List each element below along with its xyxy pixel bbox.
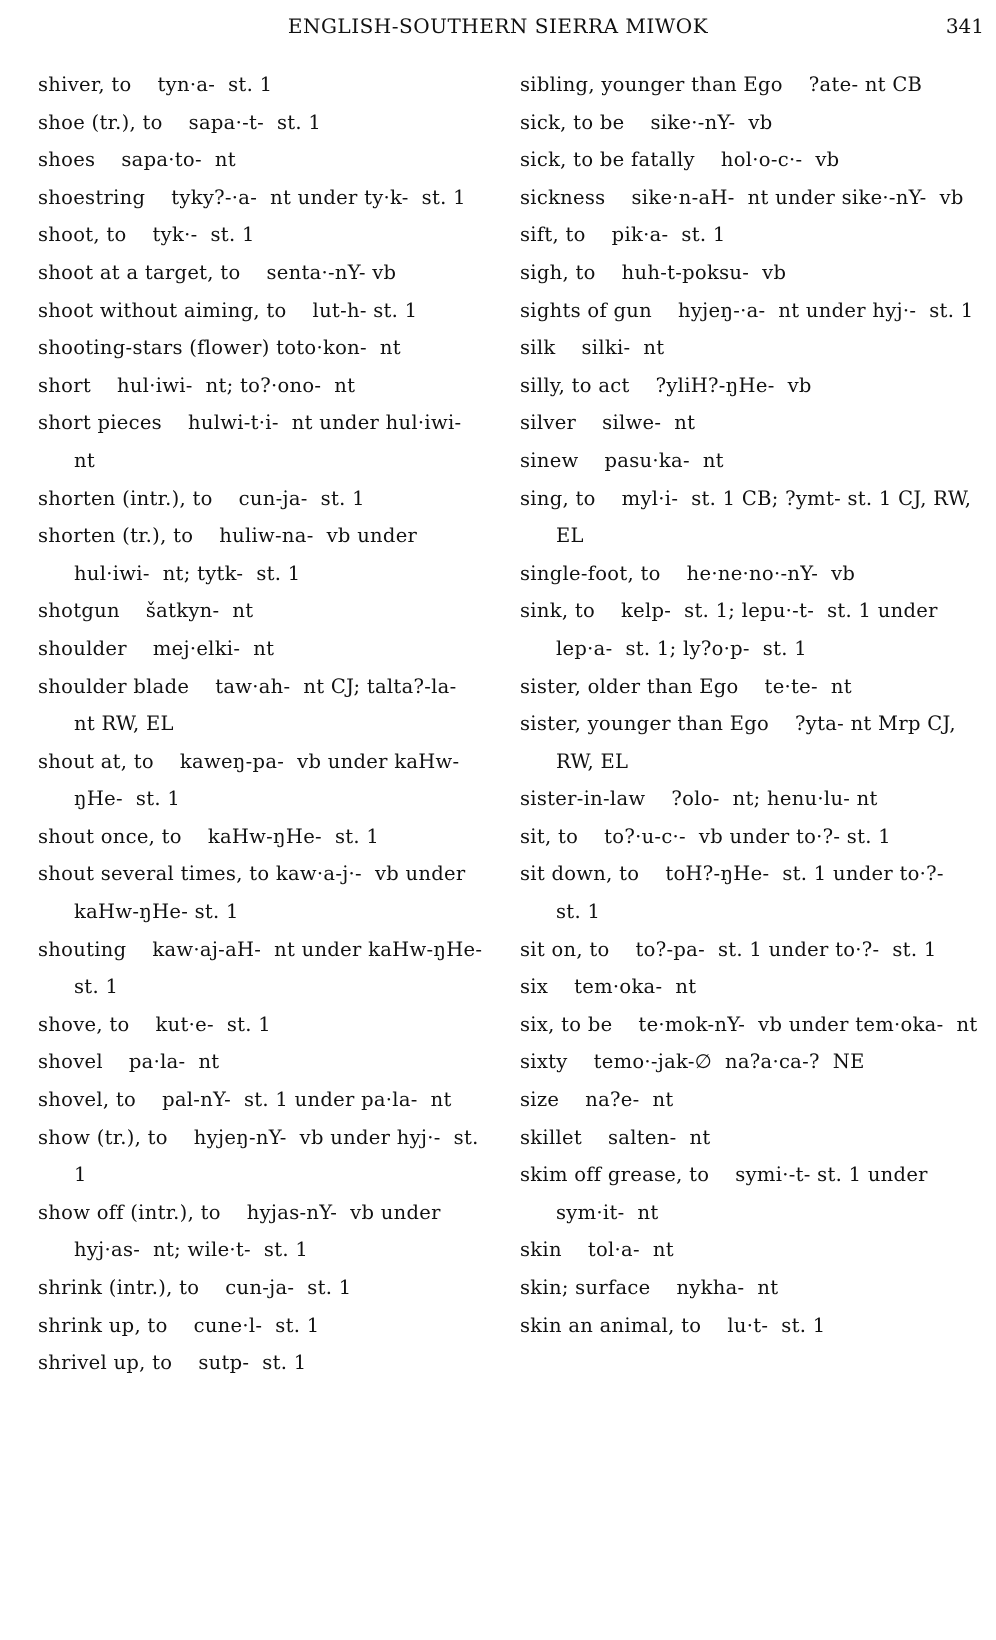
dictionary-entry: sister, older than Ego te·te- nt [520, 674, 852, 698]
dictionary-entry: sink, to kelp- st. 1; lepu·-t- st. 1 under lep·a- st. 1; ly?o·p- st. 1 [520, 599, 945, 660]
page-number: 341 [945, 14, 984, 38]
dictionary-entry: shorten (tr.), to huliw-na- vb under hul·iwi- nt; tytk- st. 1 [38, 524, 424, 585]
dictionary-entry: silk silki- nt [520, 336, 665, 360]
dictionary-entry: shoulder mej·elki- nt [38, 636, 275, 660]
dictionary-entry: single-foot, to he·ne·no·-nY- vb [520, 561, 856, 585]
dictionary-entry: shiver, to tyn·a- st. 1 [38, 73, 273, 96]
dictionary-entry: sickness sike·n-aH- nt under sike·-nY- vb [520, 185, 964, 209]
dictionary-entry: shoes sapa·to- nt [38, 148, 236, 172]
dictionary-entry: shovel, to pal-nY- st. 1 under pa·la- nt [38, 1088, 452, 1112]
dictionary-entry: sit down, to toH?-ŋHe- st. 1 under to·?- st. 1 [520, 862, 957, 924]
dictionary-entry: sick, to be sike·-nY- vb [520, 110, 773, 134]
right-column [520, 66, 980, 1344]
dictionary-entry: shoot without aiming, to lut-h- st. 1 [38, 298, 418, 322]
dictionary-entry: short pieces hulwi-t·i- nt under hul·iwi- nt [38, 411, 475, 472]
dictionary-entry: skillet salten- nt [520, 1125, 711, 1149]
dictionary-entry: shorten (intr.), to cun-ja- st. 1 [38, 486, 365, 510]
dictionary-entry: sister-in-law ?olo- nt; henu·lu- nt [520, 787, 878, 811]
dictionary-entry: sick, to be fatally hol·o-c·- vb [520, 148, 840, 172]
dictionary-entry: skin an animal, to lu·t- st. 1 [520, 1313, 826, 1337]
dictionary-entry: sift, to pik·a- st. 1 [520, 223, 726, 247]
dictionary-entry: skin; surface nykha- nt [520, 1276, 779, 1299]
dictionary-entry: shoestring tyky?-·a- nt under ty·k- st. 1 [38, 185, 466, 209]
dictionary-entry: sing, to myl·i- st. 1 CB; ?ymt- st. 1 CJ, RW, EL [520, 486, 978, 548]
dictionary-entry: skin tol·a- nt [520, 1238, 674, 1262]
dictionary-entry: shove, to kut·e- st. 1 [38, 1012, 272, 1036]
dictionary-entry: sixty temo·-jak-∅ na?a·ca-? NE [520, 1050, 865, 1074]
dictionary-entry: shoe (tr.), to sapa·-t- st. 1 [38, 110, 322, 134]
dictionary-entry: sibling, younger than Ego ?ate- nt CB [520, 73, 923, 96]
dictionary-entry: short hul·iwi- nt; to?·ono- nt [38, 373, 356, 397]
dictionary-entry: shout once, to kaHw-ŋHe- st. 1 [38, 824, 380, 848]
dictionary-entry: shrink (intr.), to cun-ja- st. 1 [38, 1276, 352, 1299]
dictionary-entry: show off (intr.), to hyjas-nY- vb under hyj·as- nt; wile·t- st. 1 [38, 1200, 448, 1262]
dictionary-entry: six tem·oka- nt [520, 975, 697, 999]
dictionary-entry: shrivel up, to sutp- st. 1 [38, 1351, 307, 1375]
dictionary-entry: shooting-stars (flower) toto·kon- nt [38, 336, 401, 360]
dictionary-entry: shrink up, to cune·l- st. 1 [38, 1313, 320, 1337]
dictionary-entry: sinew pasu·ka- nt [520, 448, 724, 472]
page-header [0, 14, 996, 46]
dictionary-entry: show (tr.), to hyjeŋ-nY- vb under hyj·- st. 1 [38, 1125, 486, 1187]
dictionary-entry: six, to be te·mok-nY- vb under tem·oka- nt [520, 1012, 978, 1036]
dictionary-entry: silly, to act ?yliH?-ŋHe- vb [520, 373, 812, 397]
dictionary-entry: sigh, to huh-t-poksu- vb [520, 260, 787, 284]
dictionary-entry: sit, to to?·u-c·- vb under to·?- st. 1 [520, 824, 891, 848]
dictionary-entry: shotgun šatkyn- nt [38, 599, 254, 623]
dictionary-entry: shoot at a target, to senta·-nY- vb [38, 260, 397, 284]
dictionary-entry: sit on, to to?-pa- st. 1 under to·?- st. 1 [520, 937, 937, 961]
dictionary-entry: shout several times, to kaw·a-j·- vb under kaHw-ŋHe- st. 1 [38, 862, 473, 924]
dictionary-entry: skim off grease, to symi·-t- st. 1 under sym·it- nt [520, 1163, 935, 1224]
dictionary-entry: silver silwe- nt [520, 411, 696, 435]
dictionary-entry: sights of gun hyjeŋ-·a- nt under hyj·- st. 1 [520, 298, 974, 322]
dictionary-entry: shoulder blade taw·ah- nt CJ; talta?-la- nt RW, EL [38, 674, 470, 736]
dictionary-entry: shouting kaw·aj-aH- nt under kaHw-ŋHe- st. 1 [38, 937, 496, 999]
dictionary-entry: shovel pa·la- nt [38, 1050, 220, 1074]
dictionary-entry: shout at, to kaweŋ-pa- vb under kaHw-ŋHe- st. 1 [38, 749, 460, 811]
dictionary-entry: size na?e- nt [520, 1088, 674, 1112]
dictionary-entry: shoot, to tyk·- st. 1 [38, 223, 255, 247]
running-title: ENGLISH-SOUTHERN SIERRA MIWOK [287, 14, 709, 38]
left-column [38, 66, 496, 1382]
dictionary-entry: sister, younger than Ego ?yta- nt Mrp CJ, RW, EL [520, 712, 963, 773]
